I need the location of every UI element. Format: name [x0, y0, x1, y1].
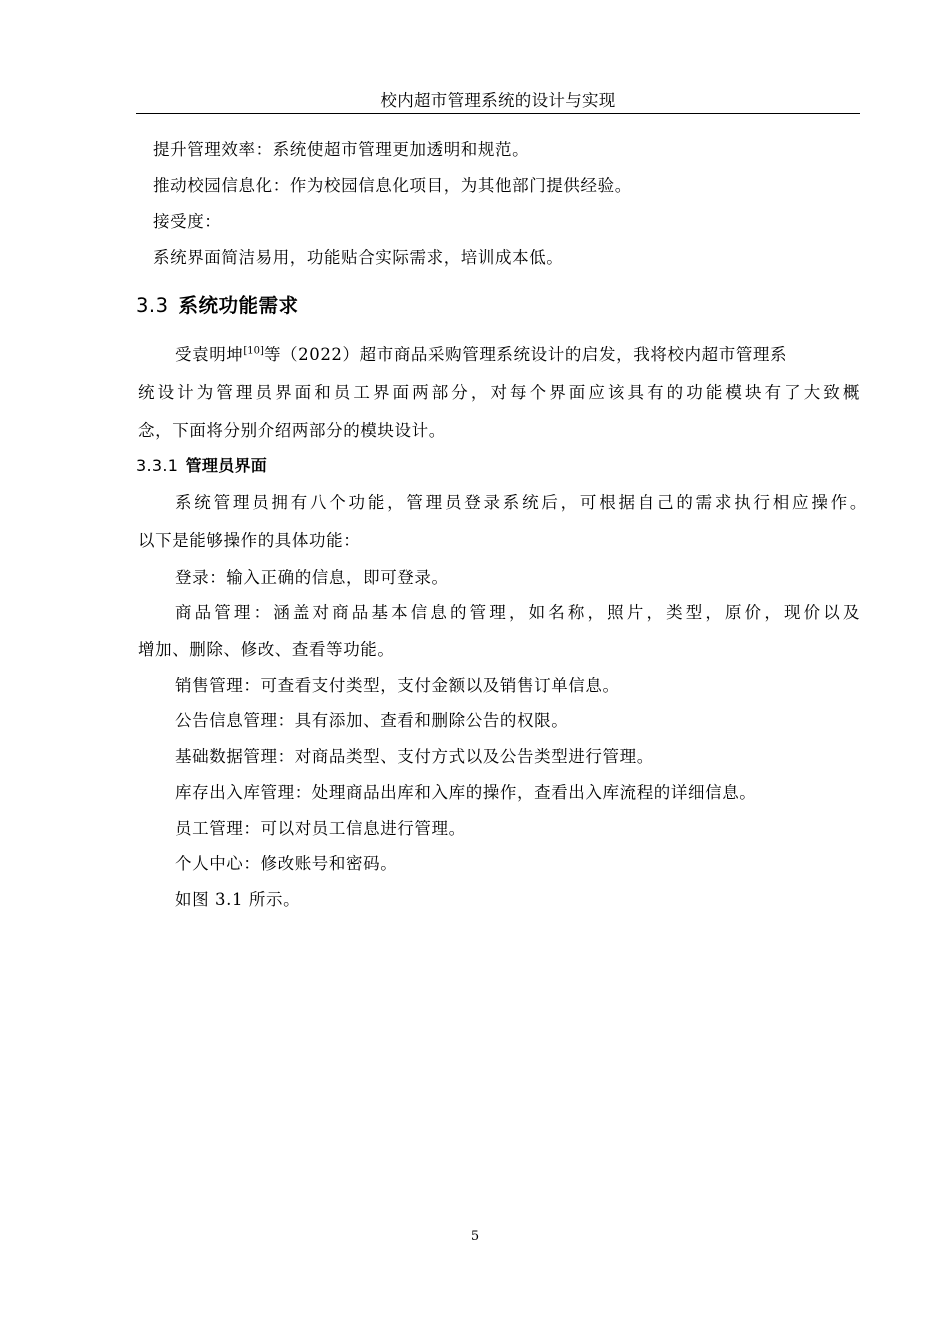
intro-line-2: 统设计为管理员界面和员工界面两部分，对每个界面应该具有的功能模块有了大致概: [138, 383, 860, 402]
subsection-heading: [136, 454, 267, 478]
citation-marker: [10]: [243, 345, 264, 357]
function-basic-data: 基础数据管理：对商品类型、支付方式以及公告类型进行管理。: [175, 747, 654, 766]
subsection-number: 3.3.1: [136, 456, 179, 475]
function-profile: 个人中心：修改账号和密码。: [175, 854, 398, 873]
header-rule: [136, 113, 860, 114]
running-header: 校内超市管理系统的设计与实现: [380, 91, 616, 110]
function-sales: 销售管理：可查看支付类型，支付金额以及销售订单信息。: [175, 676, 620, 695]
intro-text-end: 等（2022）超市商品采购管理系统设计的启发，我将校内超市管理系: [263, 345, 788, 364]
bullet-line-efficiency: 提升管理效率：系统使超市管理更加透明和规范。: [153, 140, 530, 159]
admin-intro-line-1: 系统管理员拥有八个功能，管理员登录系统后，可根据自己的需求执行相应操作。: [175, 493, 867, 512]
function-goods-line-1: 商品管理：涵盖对商品基本信息的管理，如名称，照片，类型，原价，现价以及: [175, 603, 860, 622]
subsection-title: 管理员界面: [185, 456, 268, 475]
bullet-line-informatization: 推动校园信息化：作为校园信息化项目，为其他部门提供经验。: [153, 176, 632, 195]
function-goods-line-2: 增加、删除、修改、查看等功能。: [138, 640, 395, 659]
section-heading: [136, 292, 299, 320]
intro-line-1: [175, 343, 860, 367]
figure-reference: 如图 3.1 所示。: [175, 890, 301, 909]
admin-intro-line-2: 以下是能够操作的具体功能：: [138, 531, 361, 550]
section-title: 系统功能需求: [178, 294, 299, 317]
function-notice: 公告信息管理：具有添加、查看和删除公告的权限。: [175, 711, 569, 730]
page-number: 5: [470, 1229, 480, 1244]
section-number: 3.3: [136, 294, 169, 317]
function-stock: 库存出入库管理：处理商品出库和入库的操作，查看出入库流程的详细信息。: [175, 783, 757, 802]
bullet-line-acceptance: 接受度：: [153, 212, 222, 231]
function-login: 登录：输入正确的信息，即可登录。: [175, 568, 449, 587]
function-staff: 员工管理：可以对员工信息进行管理。: [175, 819, 466, 838]
intro-text-start: 受袁明坤: [175, 345, 244, 364]
intro-line-3: 念，下面将分别介绍两部分的模块设计。: [138, 421, 446, 440]
bullet-line-usability: 系统界面简洁易用，功能贴合实际需求，培训成本低。: [153, 248, 564, 267]
